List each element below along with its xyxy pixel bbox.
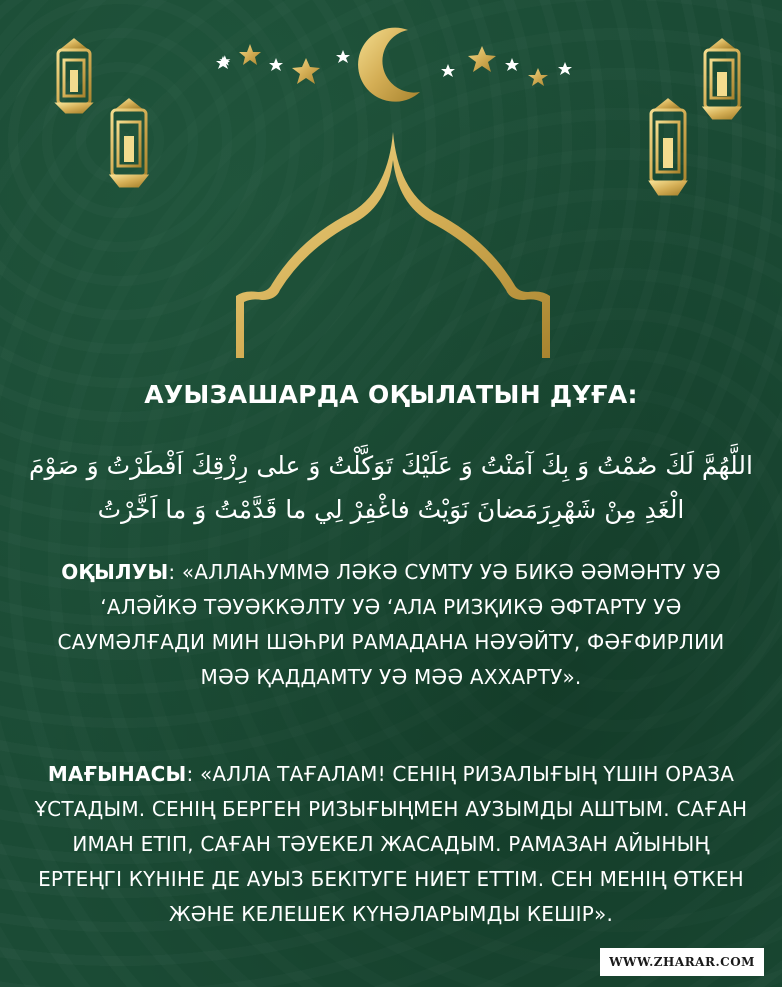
star-icon <box>336 50 350 63</box>
ramadan-decorations <box>0 0 782 380</box>
reading-paragraph <box>30 555 752 695</box>
lantern-icon <box>705 0 739 118</box>
star-icon <box>239 44 261 65</box>
lantern-icon <box>58 0 90 112</box>
star-icon <box>216 56 230 69</box>
meaning-paragraph <box>30 757 752 932</box>
star-icon <box>468 46 496 72</box>
star-icon <box>441 64 455 77</box>
star-icon <box>528 68 548 86</box>
star-icon <box>505 58 519 71</box>
meaning-label: МАҒЫНАСЫ <box>47 762 187 786</box>
page-title: АУЫЗАШАРДА ОҚЫЛАТЫН ДҰҒА: <box>144 380 638 409</box>
star-icon <box>269 58 283 71</box>
star-icon <box>558 62 572 75</box>
lantern-icon <box>651 0 685 194</box>
mosque-arch-frame <box>236 132 550 358</box>
lantern-icon <box>112 0 146 186</box>
site-watermark: WWW.ZHARAR.COM <box>600 948 764 976</box>
reading-text: : «АЛЛАҺУММӘ ЛӘКӘ СУМТУ УӘ БИКӘ ӘӘМӘНТУ УӘ ʻАЛӘЙКӘ ТӘУӘККӘЛТУ УӘ ʻАЛА РИЗҚИКӘ ӘФТАРТУ УӘ САУМӘЛҒАДИ МИН ШӘҺРИ РАМАДАНА НӘУӘЙТУ, ФӘҒФИРЛИИ МӘӘ ҚАДДАМТУ УӘ МӘӘ АХХАРТУ». <box>57 560 725 689</box>
arabic-dua-text: اللَّهُمَّ لَكَ صُمْتُ وَ بِكَ آمَنْتُ وَ عَلَيْكَ تَوَكَّلْتُ وَ على رِزْقِكَ اَفْطَرْتُ وَ صَوْمَ الْغَدِ مِنْ شَهْرِرَمَضانَ نَوَيْتُ فاغْفِرْ لِي ما قَدَّمْتُ وَ ما اَخَّرْتُ <box>29 451 753 524</box>
meaning-text: : «АЛЛА ТАҒАЛАМ! СЕНІҢ РИЗАЛЫҒЫҢ ҮШІН ОРАЗА ҰСТАДЫМ. СЕНІҢ БЕРГЕН РИЗЫҒЫҢМЕН АУЗЫМДЫ АШТЫМ. САҒАН ИМАН ЕТІП, САҒАН ТӘУЕКЕЛ ЖАСАДЫМ. РАМАЗАН АЙЫНЫҢ ЕРТЕҢГІ КҮНІНЕ ДЕ АУЫЗ БЕКІТУГЕ НИЕТ ЕТТІМ. СЕН МЕНІҢ ӨТКЕН ЖӘНЕ КЕЛЕШЕК КҮНӘЛАРЫМДЫ КЕШІР». <box>34 762 748 926</box>
crescent-moon-icon <box>358 28 420 102</box>
reading-label: ОҚЫЛУЫ <box>61 560 169 584</box>
star-icon <box>292 58 320 84</box>
